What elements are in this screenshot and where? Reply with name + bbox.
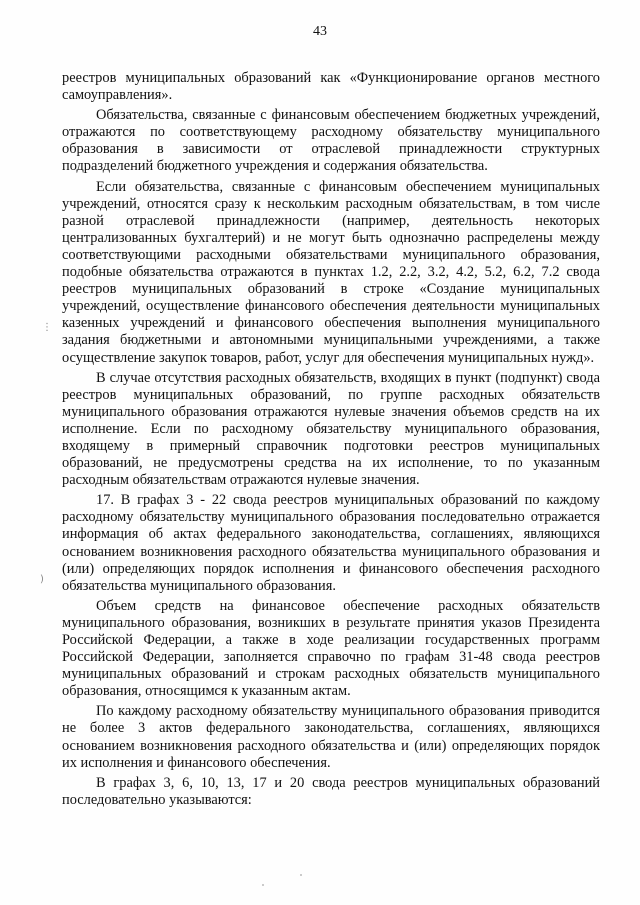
scan-margin-mark: )	[40, 574, 44, 585]
page-number: 43	[313, 24, 327, 39]
paragraph-continuation: реестров муниципальных образований как «Функционирование органов местного самоуправления».	[62, 70, 600, 104]
paragraph-presidential-decrees: Объем средств на финансовое обеспечение расходных обязательств муниципального образования, возникших в результате принятия указов Президента Российской Федерации, а также в ходе реализации государственных программ Российской Федерации, заполняется справочно по графам 31-48 свода реестров муниципальных образований и строкам расходных обязательств муниципального образования, относящимся к указанным актам.	[62, 597, 600, 700]
scan-speck	[300, 874, 302, 876]
paragraph-budget-institutions: Обязательства, связанные с финансовым обеспечением бюджетных учреждений, отражаются по соответствующему расходному обязательству муниципального образования в зависимости от отраслевой принадлежности структурных подразделений бюджетного учреждения и содержания обязательства.	[62, 107, 600, 175]
paragraph-multiple-obligations: Если обязательства, связанные с финансовым обеспечением муниципальных учреждений, относятся сразу к нескольким расходным обязательствам, в том числе разной отраслевой принадлежности (например, деятельность некоторых централизованных бухгалтерий) и не могут быть однозначно распределены между соответствующими расходными обязательствами муниципального образования, подобные обязательства отражаются в пунктах 1.2, 2.2, 3.2, 4.2, 5.2, 6.2, 7.2 свода реестров муниципальных образований в строке «Создание муниципальных учреждений, осуществление финансового обеспечения деятельности муниципальных казенных учреждений и финансового обеспечения выполнения муниципального задания бюджетными и автономными муниципальными учреждениями, а также осуществление закупок товаров, работ, услуг для обеспечения муниципальных нужд».	[62, 178, 600, 366]
paragraph-item-17: 17. В графах 3 - 22 свода реестров муниципальных образований по каждому расходному обязательству муниципального образования последовательно отражается информация об актах федерального законодательства, соглашениях, являющихся основанием возникновения расходного обязательства муниципального образования и (или) определяющих порядок исполнения и финансового обеспечения расходного обязательства муниципального образования.	[62, 492, 600, 594]
document-body	[62, 70, 600, 812]
scan-speck	[262, 884, 264, 886]
paragraph-columns-list: В графах 3, 6, 10, 13, 17 и 20 свода реестров муниципальных образований последовательно указываются:	[62, 774, 600, 808]
scan-margin-mark: ⋮	[42, 322, 52, 333]
paragraph-acts-limit: По каждому расходному обязательству муниципального образования приводится не более 3 актов федерального законодательства, соглашениях, являющихся основанием возникновения расходного обязательства и (или) определяющих порядок их исполнения и финансового обеспечения.	[62, 703, 600, 771]
paragraph-zero-values: В случае отсутствия расходных обязательств, входящих в пункт (подпункт) свода реестров муниципальных образований, по группе расходных обязательств муниципального образования отражаются нулевые значения объемов средств на их исполнение. Если по расходному обязательству муниципального образования, входящему в примерный справочник подготовки реестров муниципальных образований, не предусмотрены средства на их исполнение, то по указанным расходным обязательствам отражаются нулевые значения.	[62, 369, 600, 489]
